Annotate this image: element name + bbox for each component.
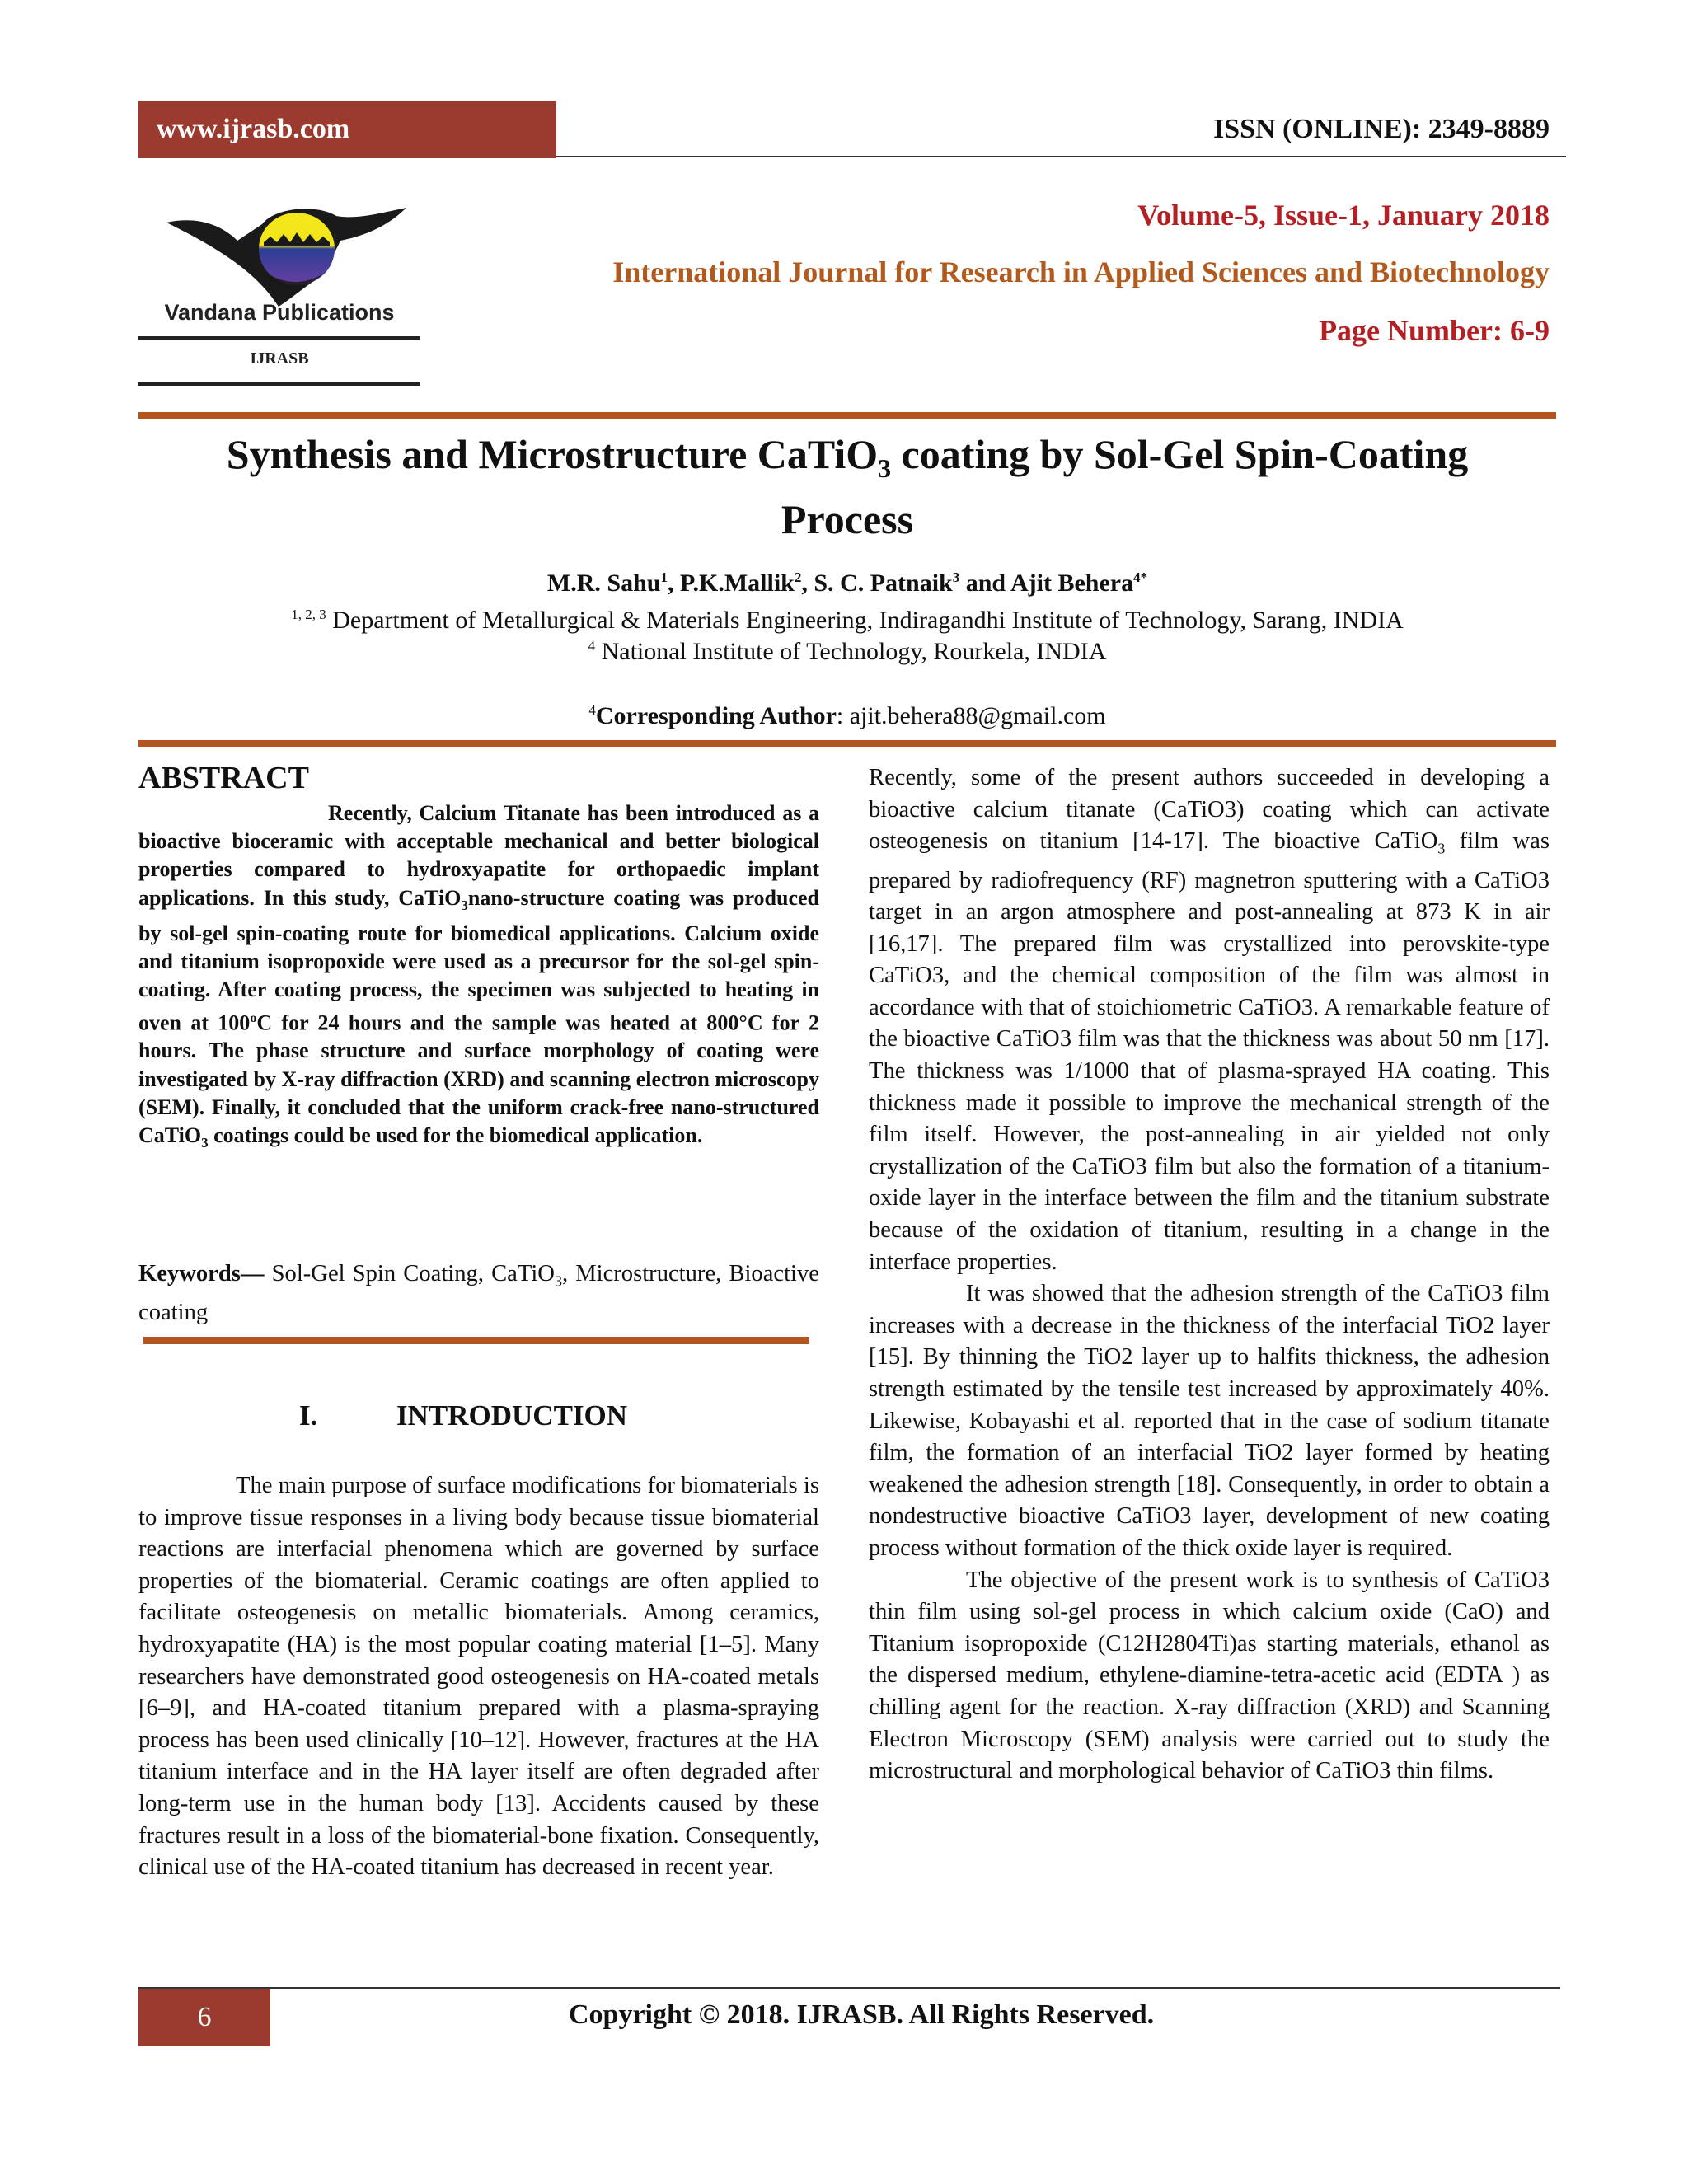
keywords: Keywords— Sol-Gel Spin Coating, CaTiO$_3$, Microstructure, Bioactive coating: [138, 1261, 819, 1326]
author: Ajit Behera: [1010, 569, 1134, 597]
section-title: INTRODUCTION: [396, 1399, 628, 1432]
keywords-divider: [143, 1337, 809, 1344]
corresponding-author: $^4$Corresponding Author: ajit.behera88@gmail.com: [588, 702, 1106, 729]
logo-rule-bottom: [138, 382, 420, 386]
paragraph: The objective of the present work is to synthesis of CaTiO3 thin film using sol-gel process in which calcium oxide (CaO) and Titanium isopropoxide (C12H2804Ti)as starting materials, ethanol as the dispersed medium, ethylene-diamine-tetra-acetic acid (EDTA ) as chilling agent for the reaction. X-ray diffraction (XRD) and Scanning Electron Microscopy (SEM) analysis were carried out to study the microstructural and morphological behavior of CaTiO3 thin films.: [869, 1567, 1550, 1784]
introduction-paragraph: The main purpose of surface modifications for biomaterials is to improve tissue responses in a living body because tissue biomaterial reactions are interfacial phenomena which are governed by surface properties of the biomaterial. Ceramic coatings are often applied to facilitate osteogenesis on metallic biomaterials. Among ceramics, hydroxyapatite (HA) is the most popular coating material [1–5]. Many researchers have demonstrated good osteogenesis on HA-coated metals [6–9], and HA-coated titanium prepared with a plasma-spraying process has been used clinically [10–12]. However, fractures at the HA titanium interface and in the HA layer itself are often degraded after long-term use in the human body [13]. Accidents caused by these fractures result in a loss of the biomaterial-bone fixation. Consequently, clinical use of the HA-coated titanium has decreased in recent year.: [138, 1473, 819, 1881]
page-number: 6: [197, 2002, 212, 2032]
paragraph: It was showed that the adhesion strength of the CaTiO3 film increases with a decrease in the thickness of the interfacial TiO2 layer [15]. By thinning the TiO2 layer up to halfits thickness, the adhesion strength estimated by the tensile test increased by approximately 40%. Likewise, Kobayashi et al. reported that in the case of sodium titanate film, the formation of an interfacial TiO2 layer formed by heating weakened the adhesion strength [18]. Consequently, in order to obtain a nondestructive bioactive CaTiO3 layer, development of new coating process without formation of the thick oxide layer is required.: [869, 1281, 1550, 1561]
issn-label: ISSN (ONLINE): 2349-8889: [1212, 114, 1550, 144]
author-email[interactable]: : ajit.behera88@gmail.com: [836, 702, 1106, 729]
author-list: M.R. Sahu$^1$, P.K.Mallik$^2$, S. C. Patnaik$^3$ and Ajit Behera$^{4*}$: [546, 569, 1148, 597]
header-rule: [556, 156, 1566, 157]
journal-abbreviation: IJRASB: [250, 349, 309, 368]
page-range: Page Number: 6-9: [1319, 314, 1550, 347]
author: S. C. Patnaik: [814, 569, 953, 597]
section-number: I.: [299, 1399, 318, 1432]
publisher-name: Vandana Publications: [164, 300, 395, 325]
journal-name: International Journal for Research in Applied Sciences and Biotechnology: [612, 255, 1550, 288]
abstract-text: Recently, Calcium Titanate has been introduced as a bioactive bioceramic with acceptable mechanical and better biological properties compared to hydroxyapatite for orthopaedic implant applications. In this study, CaTiO$_3$nano-structure coating was produced by sol-gel spin-coating route for biomedical applications. Calcium oxide and titanium isopropoxide were used as a precursor for the sol-gel spin-coating. After coating process, the specimen was subjected to heating in oven at 100$^o$C for 24 hours and the sample was heated at 800°C for 2 hours. The phase structure and surface morphology of coating were investigated by X-ray diffraction (XRD) and scanning electron microscopy (SEM). Finally, it concluded that the uniform crack-free nano-structured CaTiO$_3$ coatings could be used for the biomedical application.: [138, 801, 819, 1151]
copyright-notice: Copyright © 2018. IJRASB. All Rights Reserved.: [569, 1999, 1155, 2030]
right-column-text: [869, 762, 1550, 1788]
title-divider: [138, 740, 1556, 747]
website-banner: [138, 101, 556, 158]
logo-rule-top: [138, 336, 420, 340]
paper-title: Synthesis and Microstructure CaTiO$_3$ coating by Sol-Gel Spin-Coating Process: [226, 431, 1469, 542]
volume-issue: Volume-5, Issue-1, January 2018: [1137, 199, 1550, 232]
author: P.K.Mallik: [679, 569, 795, 597]
paragraph: Recently, some of the present authors succeeded in developing a bioactive calcium titanate (CaTiO3) coating which can activate osteogenesis on titanium [14-17]. The bioactive CaTiO$_3$ film was prepared by radiofrequency (RF) magnetron sputtering with a CaTiO3 target in an argon atmosphere and post-annealing at 873 K in air [16,17]. The prepared film was crystallized into perovskite-type CaTiO3, and the chemical composition of the film was almost in accordance with that of stoichiometric CaTiO3. A remarkable feature of the bioactive CaTiO3 film was that the thickness was about 50 nm [17]. The thickness was 1/1000 that of plasma-sprayed HA coating. This thickness made it possible to improve the mechanical strength of the film itself. However, the post-annealing in air yielded not only crystallization of the CaTiO3 film but also the formation of a titanium-oxide layer in the interface between the film and the titanium substrate because of the oxidation of titanium, resulting in a change in the interface properties.: [869, 765, 1550, 1275]
author: M.R. Sahu: [546, 569, 661, 597]
affiliation-1: $^{1, 2, 3}$ Department of Metallurgical & Materials Engineering, Indiragandhi Institute of Technology, Sarang, INDIA: [291, 607, 1404, 634]
website-link[interactable]: www.ijrasb.com: [157, 114, 350, 144]
header-divider: [138, 412, 1556, 419]
affiliation-2: $^4$ National Institute of Technology, Rourkela, INDIA: [588, 638, 1107, 665]
footer-rule: [138, 1987, 1560, 1989]
abstract-heading: ABSTRACT: [138, 761, 309, 795]
